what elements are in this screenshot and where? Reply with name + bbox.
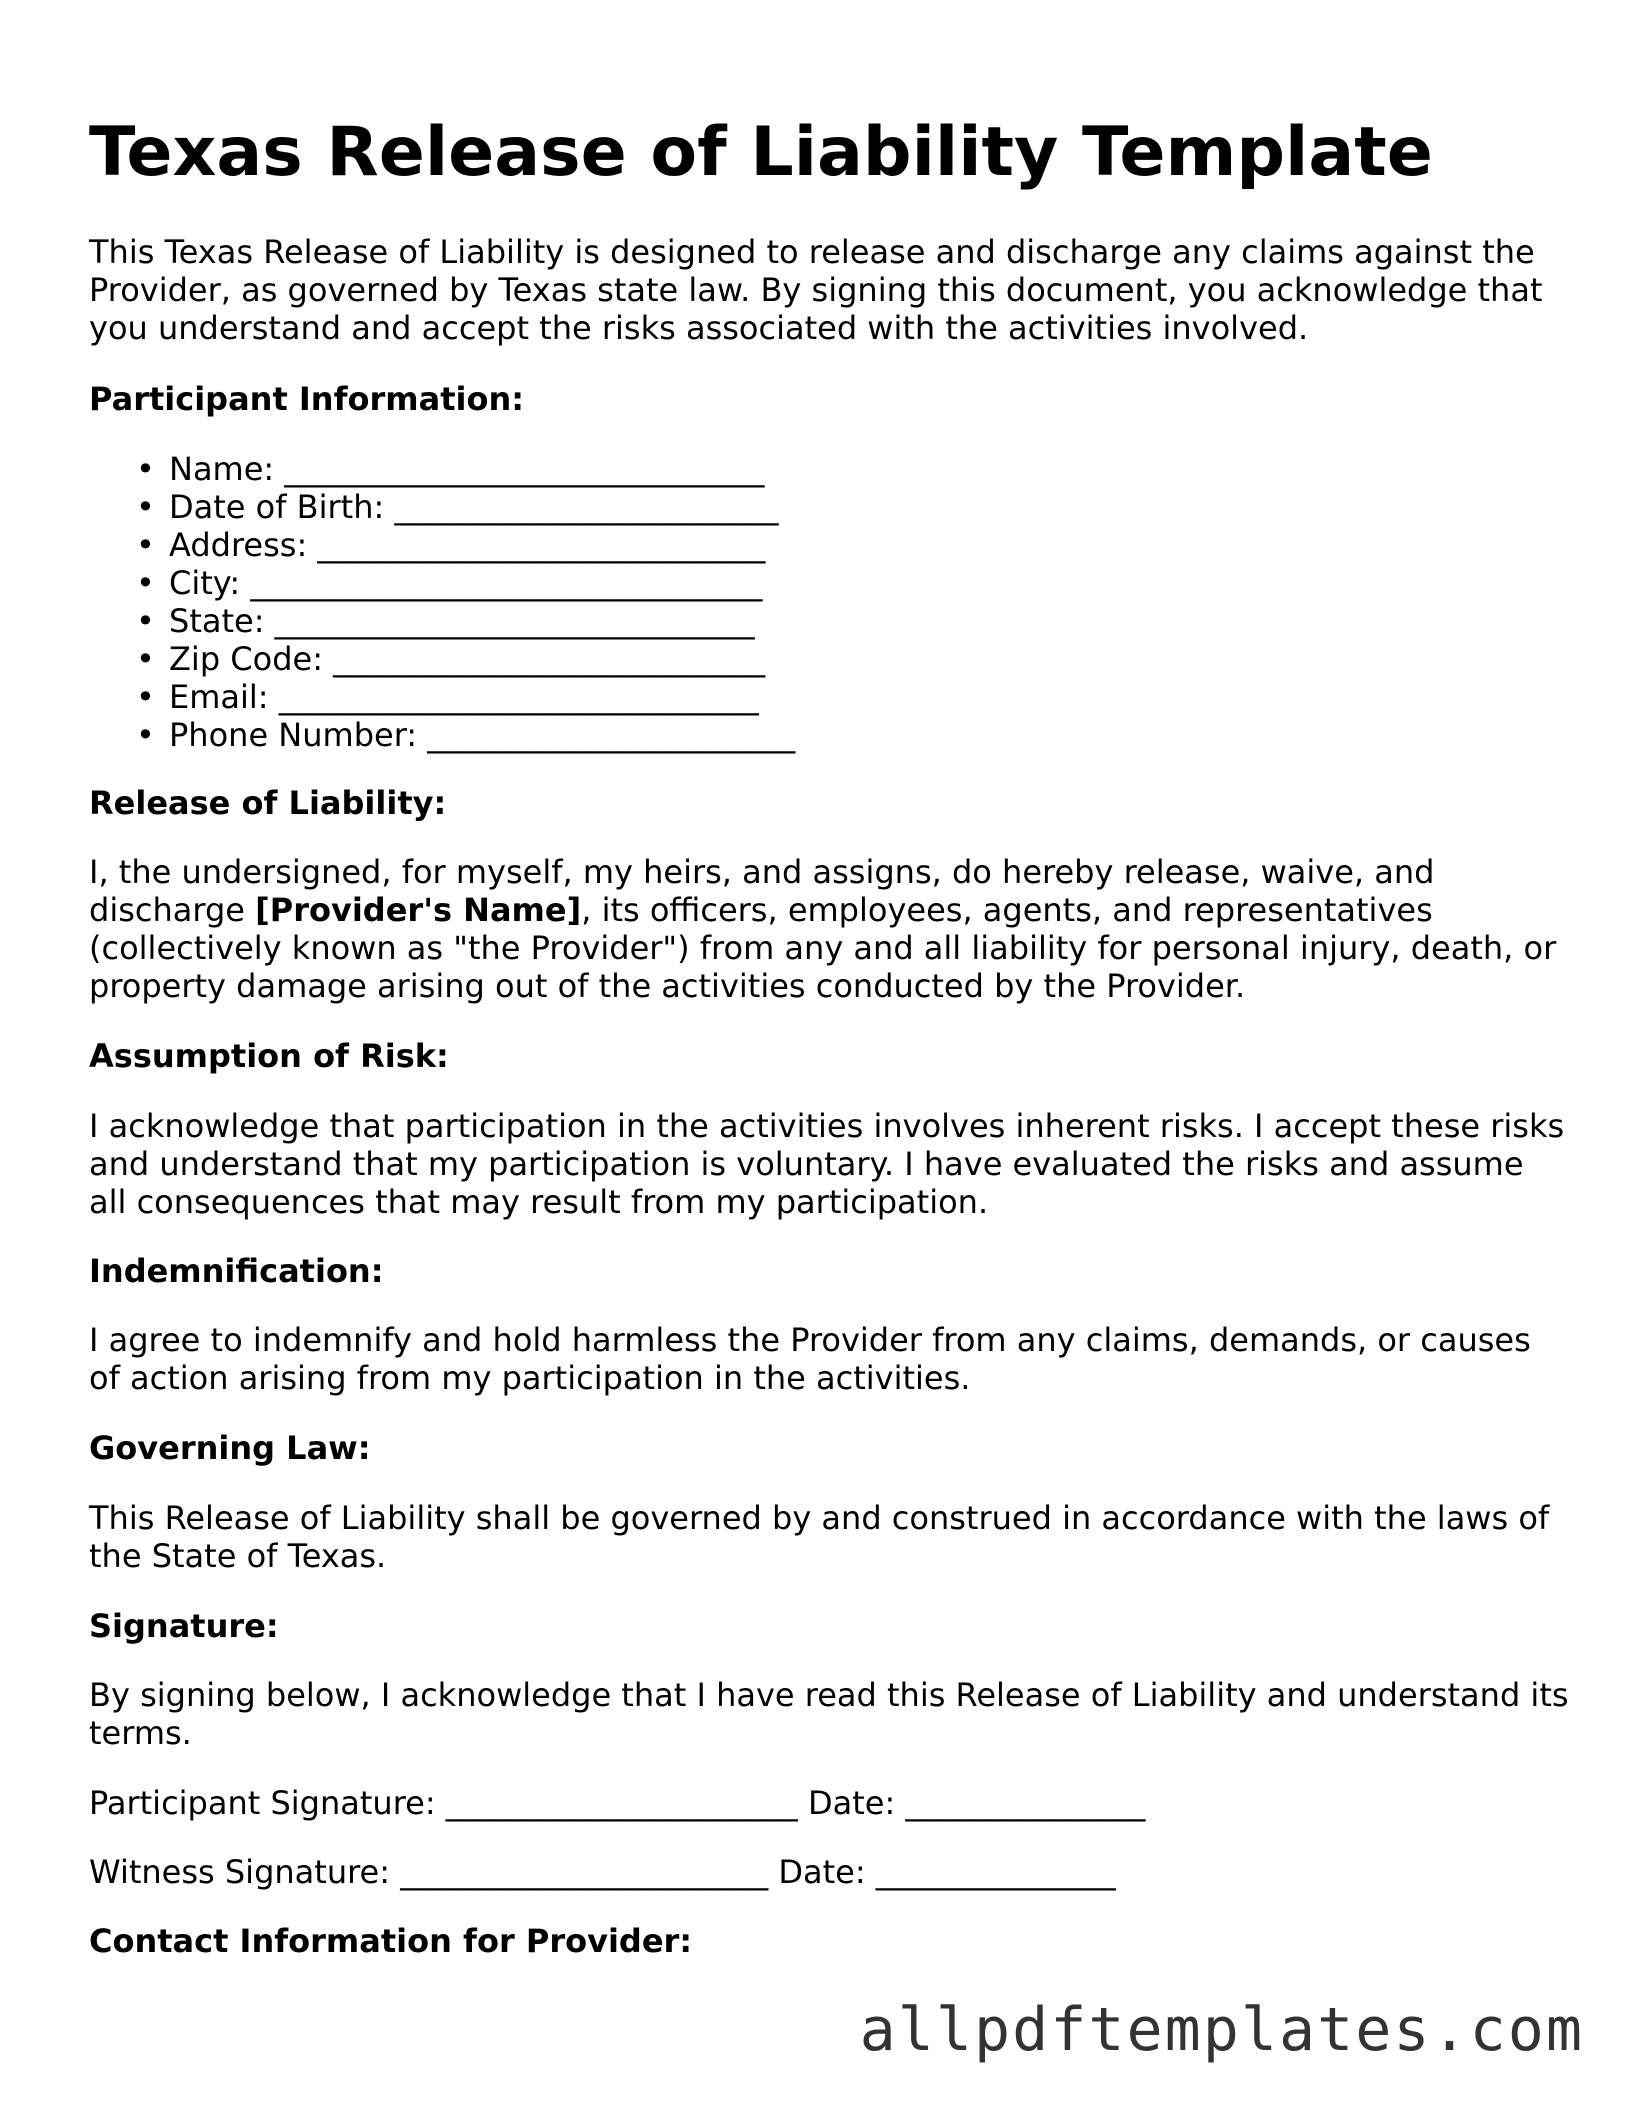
release-heading: Release of Liability:: [89, 784, 447, 822]
intro-paragraph: This Texas Release of Liability is designed to release and discharge any claims against the Provider, as governed by Texas state law. By signing this document, you acknowledge that you understand and accept the risks associated with the activities involved.: [89, 233, 1543, 347]
field-address: Address: ____________________________: [169, 526, 766, 564]
risk-heading: Assumption of Risk:: [89, 1037, 449, 1075]
governing-law-paragraph: This Release of Liability shall be governed by and construed in accordance with the laws of the State of Texas.: [89, 1499, 1550, 1575]
field-phone-number: Phone Number: _______________________: [169, 716, 796, 754]
bullet-icon: •: [136, 488, 155, 526]
field-date-of-birth: Date of Birth: ________________________: [169, 488, 779, 526]
document-title: Texas Release of Liability Template: [89, 113, 1433, 192]
release-text-start: I, the undersigned, for myself, my heirs, and assigns, do hereby release, waive, and discharge: [89, 853, 1435, 929]
signature-heading: Signature:: [89, 1607, 279, 1645]
risk-paragraph: I acknowledge that participation in the activities involves inherent risks. I accept these risks and understand that my participation is voluntary. I have evaluated the risks and assume all consequences that may result from my participation.: [89, 1107, 1565, 1221]
list-item: [136, 640, 795, 678]
indemnification-heading: Indemnification:: [89, 1252, 384, 1290]
list-item: [136, 488, 795, 526]
list-item: [136, 602, 795, 640]
signature-paragraph: By signing below, I acknowledge that I have read this Release of Liability and understand its terms.: [89, 1676, 1569, 1752]
participant-heading: Participant Information:: [89, 380, 525, 418]
participant-signature-line: Participant Signature: ______________________ Date: _______________: [89, 1784, 1146, 1822]
bullet-icon: •: [136, 640, 155, 678]
bullet-icon: •: [136, 526, 155, 564]
contact-heading: Contact Information for Provider:: [89, 1922, 693, 1960]
list-item: [136, 716, 796, 754]
witness-signature-line: Witness Signature: _______________________ Date: _______________: [89, 1853, 1116, 1891]
field-email: Email: ______________________________: [169, 678, 759, 716]
bullet-icon: •: [136, 564, 155, 602]
release-paragraph: [89, 853, 1569, 1005]
list-item: [136, 678, 795, 716]
watermark: allpdftemplates.com: [859, 1995, 1584, 2065]
field-name: Name: ______________________________: [169, 450, 765, 488]
release-text-end: , its officers, employees, agents, and representatives (collectively known as "the Provider") from any and all liability for personal injury, death, or property damage arising out of the activities conducted by the Provider.: [89, 891, 1557, 1005]
bullet-icon: •: [136, 716, 155, 754]
field-zip-code: Zip Code: ___________________________: [169, 640, 766, 678]
bullet-icon: •: [136, 678, 155, 716]
list-item: [136, 526, 795, 564]
bullet-icon: •: [136, 450, 155, 488]
list-item: [136, 450, 795, 488]
field-state: State: ______________________________: [169, 602, 755, 640]
field-city: City: ________________________________: [169, 564, 763, 602]
indemnification-paragraph: I agree to indemnify and hold harmless the Provider from any claims, demands, or causes of action arising from my participation in the activities.: [89, 1321, 1531, 1397]
participant-fields-list: [89, 450, 795, 754]
provider-name-placeholder: [Provider's Name]: [255, 891, 582, 929]
bullet-icon: •: [136, 602, 155, 640]
list-item: [136, 564, 795, 602]
governing-law-heading: Governing Law:: [89, 1429, 371, 1467]
